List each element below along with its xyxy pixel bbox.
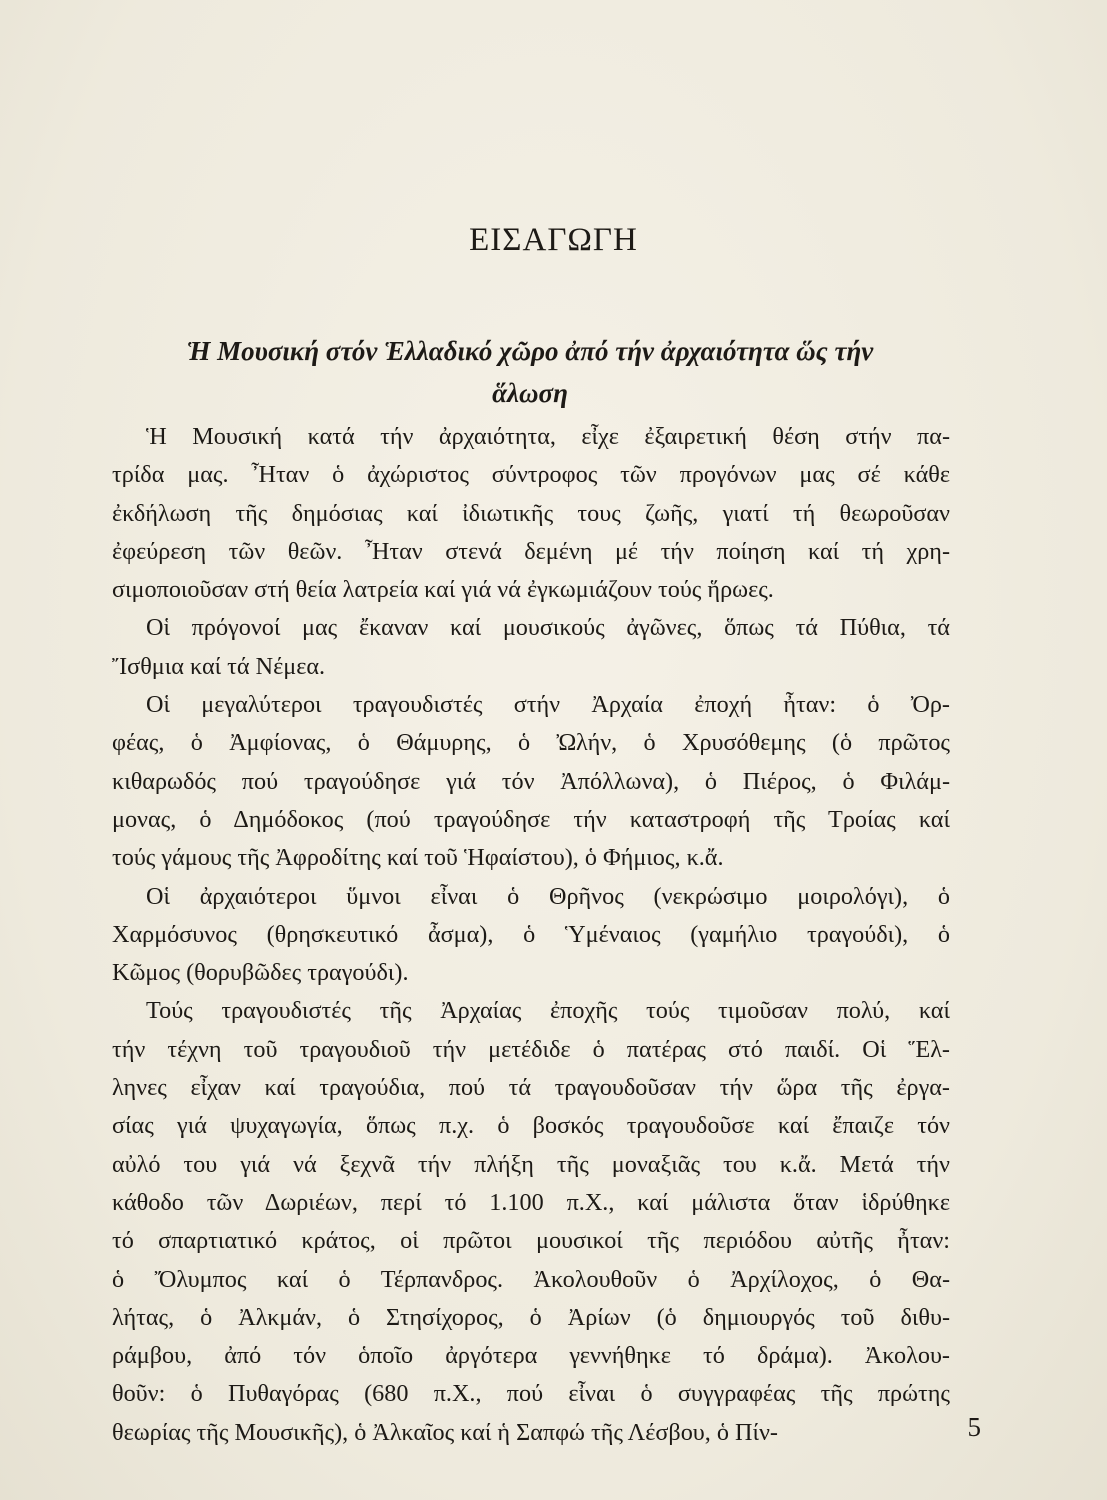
text-line: ὁ Ὄλυμπος καί ὁ Τέρπανδρος. Ἀκολουθοῦν ὁ Ἀρχίλοχος, ὁ Θα-: [112, 1265, 950, 1293]
paragraph: [112, 418, 950, 609]
text-line: ἐκδήλωση τῆς δημόσιας καί ἰδιωτικῆς τους ζωῆς, γιατί τή θεωροῦσαν: [112, 499, 950, 527]
text-line: ἐφεύρεση τῶν θεῶν. Ἦταν στενά δεμένη μέ τήν ποίηση καί τή χρη-: [112, 537, 950, 565]
text-line: Ἴσθμια καί τά Νέμεα.: [112, 652, 326, 680]
text-line: θοῦν: ὁ Πυθαγόρας (680 π.Χ., πού εἶναι ὁ συγγραφέας τῆς πρώτης: [112, 1380, 950, 1408]
text-line: φέας, ὁ Ἀμφίονας, ὁ Θάμυρης, ὁ Ὠλήν, ὁ Χρυσόθεμης (ὁ πρῶτος: [112, 729, 950, 757]
paragraph: [112, 686, 950, 877]
paragraph: [112, 878, 950, 993]
text-line: Οἱ πρόγονοί μας ἔκαναν καί μουσικούς ἀγῶνες, ὅπως τά Πύθια, τά: [146, 614, 950, 642]
text-line: Τούς τραγουδιστές τῆς Ἀρχαίας ἐποχῆς τούς τιμοῦσαν πολύ, καί: [146, 997, 950, 1025]
section-heading: [120, 330, 940, 414]
text-line: μονας, ὁ Δημόδοκος (πού τραγούδησε τήν καταστροφή τῆς Τροίας καί: [112, 805, 950, 833]
text-line: Οἱ μεγαλύτεροι τραγουδιστές στήν Ἀρχαία ἐποχή ἦταν: ὁ Ὀρ-: [146, 691, 950, 719]
text-line: Ἡ Μουσική κατά τήν ἀρχαιότητα, εἶχε ἐξαιρετική θέση στήν πα-: [146, 423, 950, 450]
section-heading-line-1: Ἡ Μουσική στόν Ἑλλαδικό χῶρο ἀπό τήν ἀρχαιότητα ὥς τήν: [186, 336, 874, 366]
text-line: ράμβου, ἀπό τόν ὁποῖο ἀργότερα γεννήθηκε τό δράμα). Ἀκολου-: [112, 1342, 950, 1370]
page-number: 5: [967, 1412, 981, 1442]
text-line: κάθοδο τῶν Δωριέων, περί τό 1.100 π.Χ., καί μάλιστα ὅταν ἱδρύθηκε: [112, 1188, 950, 1216]
text-line: Οἱ ἀρχαιότεροι ὕμνοι εἶναι ὁ Θρῆνος (νεκρώσιμο μοιρολόγι), ὁ: [146, 882, 950, 910]
paragraph: [112, 992, 950, 1452]
text-line: τήν τέχνη τοῦ τραγουδιοῦ τήν μετέδιδε ὁ πατέρας στό παιδί. Οἱ Ἕλ-: [112, 1035, 950, 1063]
text-line: λήτας, ὁ Ἀλκμάν, ὁ Στησίχορος, ὁ Ἀρίων (ὁ δημιουργός τοῦ διθυ-: [112, 1303, 950, 1331]
text-line: τό σπαρτιατικό κράτος, οἱ πρῶτοι μουσικοί τῆς περιόδου αὐτῆς ἦταν:: [112, 1227, 950, 1255]
body-text: [112, 418, 950, 1452]
text-line: κιθαρωδός πού τραγούδησε γιά τόν Ἀπόλλωνα), ὁ Πιέρος, ὁ Φιλάμ-: [112, 767, 950, 795]
text-line: ληνες εἶχαν καί τραγούδια, πού τά τραγουδοῦσαν τήν ὥρα τῆς ἐργα-: [112, 1074, 950, 1102]
text-line: Κῶμος (θορυβῶδες τραγούδι).: [112, 959, 409, 987]
chapter-title: ΕΙΣΑΓΩΓΗ: [469, 222, 638, 258]
text-line: σιμοποιοῦσαν στή θεία λατρεία καί γιά νά ἐγκωμιάζουν τούς ἥρωες.: [112, 576, 774, 604]
text-line: τούς γάμους τῆς Ἀφροδίτης καί τοῦ Ἡφαίστου), ὁ Φήμιος, κ.ἄ.: [112, 844, 724, 872]
text-line: τρίδα μας. Ἦταν ὁ ἀχώριστος σύντροφος τῶν προγόνων μας σέ κάθε: [112, 461, 950, 489]
section-heading-line-2: ἅλωση: [492, 378, 568, 408]
text-line: Χαρμόσυνος (θρησκευτικό ἆσμα), ὁ Ὑμέναιος (γαμήλιο τραγούδι), ὁ: [112, 920, 950, 948]
text-line: αὐλό του γιά νά ξεχνᾶ τήν πλήξη τῆς μοναξιᾶς του κ.ἄ. Μετά τήν: [112, 1150, 950, 1178]
paragraph: [112, 609, 950, 686]
text-line: σίας γιά ψυχαγωγία, ὅπως π.χ. ὁ βοσκός τραγουδοῦσε καί ἔπαιζε τόν: [112, 1112, 950, 1140]
text-line: θεωρίας τῆς Μουσικῆς), ὁ Ἀλκαῖος καί ἡ Σαπφώ τῆς Λέσβου, ὁ Πίν-: [112, 1418, 778, 1446]
